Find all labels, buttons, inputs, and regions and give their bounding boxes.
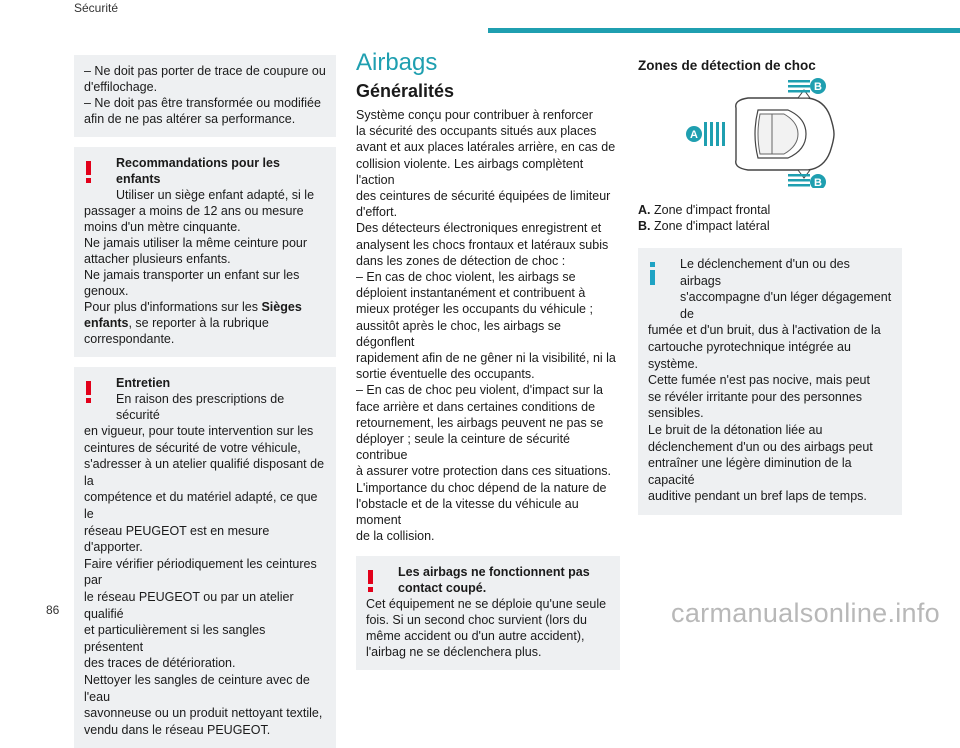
text-line: passager a moins de 12 ans ou mesure: [84, 204, 304, 218]
text-line: – En cas de choc violent, les airbags se: [356, 270, 576, 285]
text-line: afin de ne pas altérer sa performance.: [84, 112, 296, 126]
text-line: – En cas de choc peu violent, d'impact sur la: [356, 383, 603, 398]
text-line: analysent les chocs frontaux et latéraux subis: [356, 237, 609, 252]
text-line: des ceintures de sécurité équipées de limiteur: [356, 189, 611, 204]
text-line: attacher plusieurs enfants.: [84, 252, 231, 266]
text-line: s'adresser à un atelier qualifié disposant de la: [84, 457, 325, 488]
legend-item-b: B. Zone d'impact latéral: [638, 219, 770, 233]
label-b-bottom-badge: [810, 174, 826, 188]
recommendations-box: [74, 147, 336, 357]
label-b-top-badge: [810, 78, 826, 94]
text-line: Des détecteurs électroniques enregistrent et: [356, 221, 602, 236]
label-a-badge: [686, 126, 702, 142]
right-column: [638, 58, 902, 515]
text-line: Le bruit de la détonation liée au: [648, 422, 823, 437]
text-line: rapidement afin de ne gêner ni la visibilité, ni la: [356, 351, 616, 366]
zone-legend: [638, 202, 902, 234]
text-line: fumée et d'un bruit, dus à l'activation de la: [648, 323, 881, 338]
warn-lines: [366, 596, 610, 660]
header-section: Sécurité: [74, 1, 119, 15]
text-line: aussitôt après le choc, les airbags se dégonflent: [356, 318, 561, 349]
text-line: l'obstacle et de la vitesse du véhicule au moment: [356, 496, 579, 528]
text-line: avant et aux places latérales arrière, en cas de: [356, 140, 616, 155]
text-line: Cet équipement ne se déploie qu'une seule: [366, 597, 607, 612]
info-icon: [650, 262, 655, 285]
text-line: même accident ou d'un autre accident),: [366, 629, 585, 644]
text-line: et particulièrement si les sangles présentent: [84, 623, 266, 654]
warning-icon: [86, 161, 91, 183]
side-impact-bars-top: [788, 80, 810, 93]
section-subtitle: Généralités: [356, 81, 455, 101]
text-line: déployer ; seule la ceinture de sécurité contribue: [356, 432, 571, 463]
maint-indented-line: En raison des prescriptions de sécurité: [116, 392, 285, 422]
text-line: des traces de détérioration.: [84, 656, 236, 671]
text-line: déclenchement d'un ou des airbags peut: [648, 439, 873, 454]
front-impact-bars: [704, 122, 725, 146]
text-line: ceintures de sécurité de votre véhicule,: [84, 440, 301, 455]
watermark: carmanualsonline.info: [671, 598, 940, 628]
intro-box: [74, 55, 336, 137]
text-line: – Ne doit pas porter de trace de coupure ou: [84, 64, 326, 78]
text-line: face arrière et dans certaines conditions de: [356, 399, 596, 414]
warn-title-2: contact coupé.: [398, 581, 487, 596]
text-line: mieux protéger les occupants du véhicule ;: [356, 302, 593, 317]
text-line: sortie éventuelle des occupants.: [356, 367, 535, 382]
text-line: réseau PEUGEOT est en mesure d'apporter.: [84, 523, 270, 555]
text-line: compétence et du matériel adapté, ce que le: [84, 490, 318, 521]
general-paragraph: [356, 107, 620, 544]
text-line: fois. Si un second choc survient (lors du: [366, 613, 587, 628]
text-line: Le déclenchement d'un ou des airbags: [680, 257, 850, 288]
side-impact-bars-bottom: [788, 174, 810, 187]
text-line: Faire vérifier périodiquement les ceintures par: [84, 556, 317, 588]
svg-text:B: B: [814, 177, 822, 188]
text-line: se révéler irritante pour des personnes: [648, 389, 863, 404]
info-lines: [648, 322, 892, 505]
page-title: Airbags: [356, 49, 438, 76]
text-line: d'effilochage.: [84, 80, 158, 94]
text-line: en vigueur, pour toute intervention sur les: [84, 424, 314, 438]
text-line: moins d'un mètre cinquante.: [84, 220, 241, 234]
left-column: [74, 55, 336, 748]
header-bar: [488, 28, 960, 33]
warning-icon: [368, 570, 373, 592]
text-line: savonneuse ou un produit nettoyant textile,: [84, 706, 323, 721]
legend-item-a: A. Zone d'impact frontal: [638, 203, 771, 217]
info-indented-lines: [648, 256, 892, 322]
text-line: L'importance du choc dépend de la nature de: [356, 480, 607, 495]
warn-title-1: Les airbags ne fonctionnent pas: [398, 565, 590, 580]
middle-column: [356, 49, 620, 670]
maint-lines: [84, 423, 326, 738]
text-line: auditive pendant un bref laps de temps.: [648, 489, 867, 504]
maintenance-box: [74, 367, 336, 748]
svg-text:A: A: [690, 129, 698, 141]
airbag-info-box: [638, 248, 902, 515]
text-line: Ne jamais utiliser la même ceinture pour: [84, 236, 308, 250]
text-line: dans les zones de détection de choc :: [356, 253, 566, 268]
text-line: l'airbag ne se déclenchera plus.: [366, 645, 542, 660]
text-line: la sécurité des occupants situés aux places: [356, 124, 597, 139]
rec-last-line: correspondante.: [84, 332, 175, 346]
text-line: sensibles.: [648, 406, 704, 421]
text-line: s'accompagne d'un léger dégagement de: [680, 290, 892, 321]
rec-lines: [84, 203, 326, 299]
text-line: vendu dans le réseau PEUGEOT.: [84, 722, 271, 737]
text-line: à assurer votre protection dans ces situations.: [356, 464, 611, 479]
rec-title: Recommandations pour les enfants: [116, 156, 280, 186]
text-line: de la collision.: [356, 529, 435, 544]
car-top-view-icon: [736, 90, 834, 178]
text-line: Ne jamais transporter un enfant sur les: [84, 268, 300, 282]
text-line: système.: [648, 356, 699, 371]
page-number: 86: [46, 603, 60, 617]
car-impact-diagram: [638, 78, 902, 188]
text-line: entraîner une légère diminution de la capacité: [648, 456, 852, 487]
warning-icon: [86, 381, 91, 403]
rec-ref-line: Pour plus d'informations sur les Sièges: [84, 300, 302, 314]
text-line: retournement, les airbags peuvent ne pas se: [356, 415, 604, 430]
text-line: d'effort.: [356, 205, 398, 220]
text-line: genoux.: [84, 284, 129, 298]
text-line: Cette fumée n'est pas nocive, mais peut: [648, 373, 870, 388]
text-line: collision violente. Les airbags complètent l'action: [356, 156, 584, 187]
airbag-warning-box: [356, 556, 620, 670]
text-line: Système conçu pour contribuer à renforcer: [356, 108, 593, 122]
svg-text:B: B: [814, 81, 822, 93]
text-line: le réseau PEUGEOT ou par un atelier qualifié: [84, 589, 294, 621]
rec-indented-line: Utiliser un siège enfant adapté, si le: [116, 188, 315, 202]
text-line: déploient instantanément et contribuent à: [356, 286, 586, 301]
detection-zones-title: Zones de détection de choc: [638, 58, 816, 73]
rec-ref-line-2: enfants, se reporter à la rubrique: [84, 316, 269, 330]
text-line: cartouche pyrotechnique intégrée au: [648, 339, 851, 354]
text-line: – Ne doit pas être transformée ou modifiée: [84, 96, 321, 110]
text-line: Nettoyer les sangles de ceinture avec de l'eau: [84, 672, 310, 704]
maint-title: Entretien: [116, 376, 171, 390]
